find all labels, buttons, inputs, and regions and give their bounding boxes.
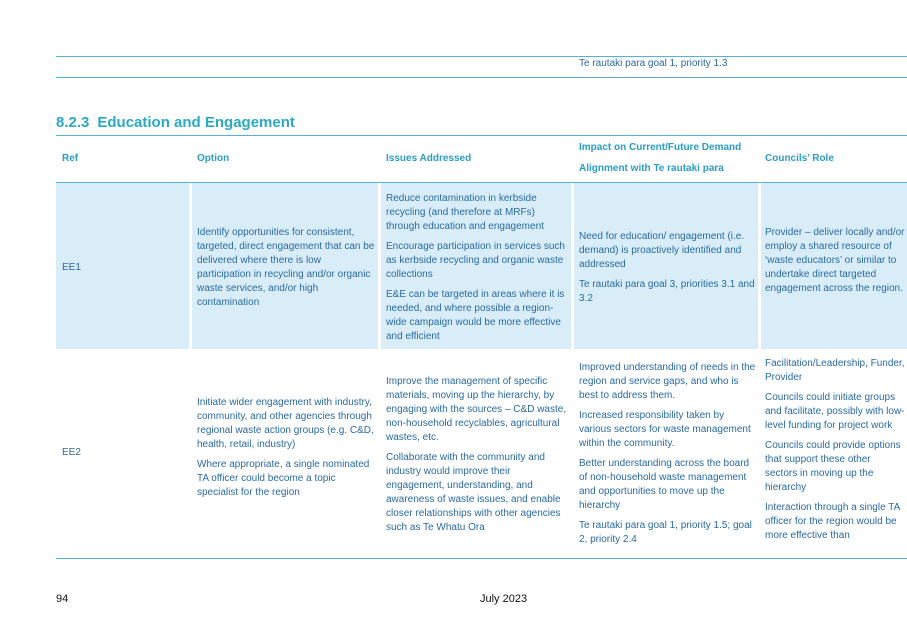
issue-text: Encourage participation in services such as kerbside recycling and organic waste collections bbox=[386, 241, 565, 280]
role-text: Councils could initiate groups and facilitate, possibly with low-level funding for project work bbox=[765, 392, 905, 431]
row-impact bbox=[579, 361, 757, 553]
row-option bbox=[197, 226, 375, 316]
section-number: 8.2.3 bbox=[56, 114, 90, 131]
header-ref: Ref bbox=[62, 153, 79, 164]
page-number: 94 bbox=[56, 593, 69, 605]
header-role: Councils’ Role bbox=[765, 153, 834, 164]
role-text: Councils could provide options that support these other sectors in moving up the hierarchy bbox=[765, 440, 901, 493]
section-title: Education and Engagement bbox=[97, 114, 295, 131]
header-alignment: Alignment with Te rautaki para bbox=[579, 163, 724, 174]
section-heading bbox=[56, 114, 295, 131]
option-text: Initiate wider engagement with industry, community, and other agencies through regional waste action groups (e.g. C&D, health, retail, industry) bbox=[197, 397, 374, 450]
issue-text: Reduce contamination in kerbside recycling (and therefore at MRFs) through education and engagement bbox=[386, 193, 544, 232]
impact-text: Te rautaki para goal 1, priority 1.5; goal 2, priority 2.4 bbox=[579, 520, 752, 545]
issue-text: E&E can be targeted in areas where it is needed, and where possible a region-wide campaign would be more effective and efficient bbox=[386, 289, 565, 342]
option-text: Identify opportunities for consistent, targeted, direct engagement that can be delivered where there is low participation in recycling and/or organic waste services, and/or high contamination bbox=[197, 227, 375, 308]
impact-text: Increased responsibility taken by various sectors for waste management within the community. bbox=[579, 410, 751, 449]
header-issues: Issues Addressed bbox=[386, 153, 472, 164]
table-bottom-rule bbox=[56, 77, 907, 78]
impact-text: Need for education/ engagement (i.e. demand) is proactively identified and addressed bbox=[579, 231, 745, 270]
impact-text: Te rautaki para goal 3, priorities 3.1 and 3.2 bbox=[579, 279, 755, 304]
footer-date: July 2023 bbox=[480, 593, 528, 605]
issue-text: Collaborate with the community and industry would improve their engagement, understanding, and awareness of waste issues, and enable closer relationships with other agencies such as Te Whatu Ora bbox=[386, 452, 561, 533]
table-end-rule bbox=[56, 558, 907, 559]
option-text: Where appropriate, a single nominated TA officer could become a topic specialist for the region bbox=[197, 459, 370, 498]
role-text: Provider – deliver locally and/or employ a shared resource of ‘waste educators’ or similar to undertake direct targeted engagement across the region. bbox=[765, 227, 905, 294]
row-ref: EE2 bbox=[62, 447, 81, 458]
row-issues bbox=[386, 192, 566, 350]
row-role bbox=[765, 226, 905, 302]
row-option bbox=[197, 396, 375, 506]
row-issues bbox=[386, 375, 568, 541]
role-text: Facilitation/Leadership, Funder, Provider bbox=[765, 358, 905, 383]
impact-text: Improved understanding of needs in the region and service gaps, and who is best to address them. bbox=[579, 362, 756, 401]
row-ref: EE1 bbox=[62, 262, 81, 273]
row-impact bbox=[579, 230, 755, 312]
issue-text: Improve the management of specific materials, moving up the hierarchy, by engaging with the sources – C&D waste, non-household recyclables, agricultural wastes, etc. bbox=[386, 376, 567, 443]
role-text: Interaction through a single TA officer for the region would be more effective than bbox=[765, 502, 900, 541]
header-impact: Impact on Current/Future Demand bbox=[579, 142, 742, 153]
header-top-rule bbox=[56, 135, 907, 136]
row-role bbox=[765, 357, 905, 549]
table-top-rule bbox=[56, 56, 907, 57]
carryover-alignment: Te rautaki para goal 1, priority 1.3 bbox=[579, 58, 728, 69]
impact-text: Better understanding across the board of non-household waste management and opportunities to move up the hierarchy bbox=[579, 458, 750, 511]
header-option: Option bbox=[197, 153, 230, 164]
